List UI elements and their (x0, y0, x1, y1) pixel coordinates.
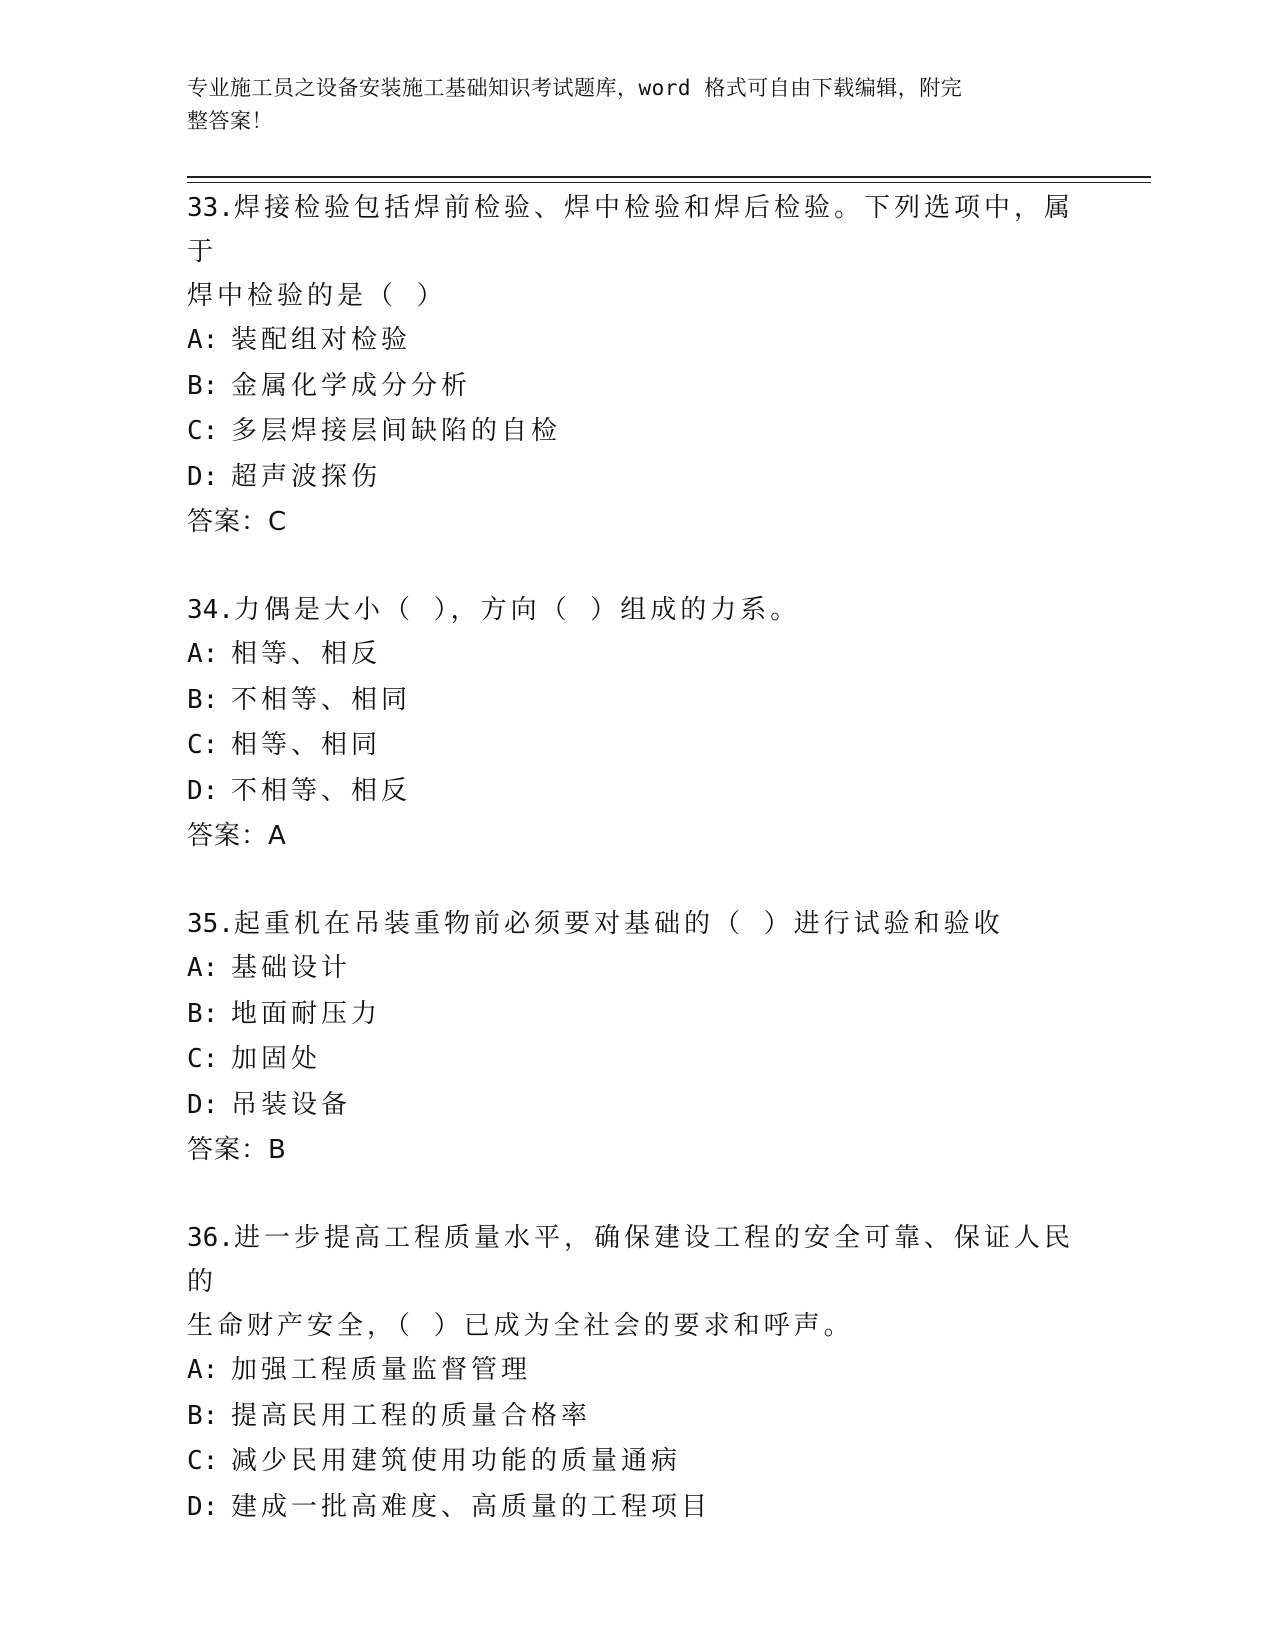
option-letter: C: (187, 1446, 219, 1476)
question-stem (187, 588, 1087, 632)
option-letter: D: (187, 775, 219, 806)
question-stem-line-1: 焊接检验包括焊前检验、焊中检验和焊后检验。下列选项中，属于 (187, 193, 1074, 267)
option-a (187, 946, 1087, 992)
option-text: 减少民用建筑使用功能的质量通病 (231, 1446, 682, 1476)
question-stem (187, 902, 1087, 946)
question-number: 33. (187, 193, 234, 223)
question-stem (187, 186, 1087, 274)
option-b (187, 1394, 1087, 1440)
option-letter: C: (187, 416, 219, 446)
option-text: 相等、相同 (231, 730, 382, 760)
option-c (187, 1037, 1087, 1083)
option-text: 不相等、相同 (231, 684, 412, 715)
option-b (187, 364, 1087, 410)
option-text: 地面耐压力 (231, 998, 382, 1029)
option-text: 吊装设备 (231, 1089, 352, 1120)
option-letter: D: (187, 1089, 219, 1120)
question-stem-line-1: 进一步提高工程质量水平，确保建设工程的安全可靠、保证人民的 (187, 1223, 1074, 1297)
option-letter: D: (187, 1491, 219, 1522)
question-spacer (187, 544, 1087, 588)
option-letter: C: (187, 1044, 219, 1074)
option-letter: A: (187, 639, 219, 669)
question-stem (187, 1216, 1087, 1304)
option-b (187, 992, 1087, 1038)
option-letter: B: (187, 684, 219, 715)
option-text: 相等、相反 (231, 639, 382, 669)
header-line-1: 专业施工员之设备安装施工基础知识考试题库，word 格式可自由下载编辑，附完 (187, 76, 963, 100)
option-letter: A: (187, 1355, 219, 1385)
question-list (187, 186, 1087, 1530)
option-c (187, 1439, 1087, 1485)
header-rule-thick (187, 176, 1151, 178)
question-stem-line-1: 力偶是大小（ ），方向（ ）组成的力系。 (233, 595, 801, 625)
header-line-2: 整答案！ (187, 109, 273, 133)
option-letter: B: (187, 370, 219, 401)
question-number: 36. (187, 1223, 234, 1253)
option-text: 装配组对检验 (231, 325, 412, 355)
option-d (187, 455, 1087, 501)
answer-line: 答案：A (187, 821, 287, 851)
option-a (187, 632, 1087, 678)
option-text: 加固处 (231, 1044, 322, 1074)
option-text: 提高民用工程的质量合格率 (231, 1400, 592, 1431)
option-text: 金属化学成分分析 (231, 370, 472, 401)
option-letter: A: (187, 953, 219, 983)
question-34 (187, 588, 1087, 858)
option-text: 基础设计 (231, 953, 352, 983)
question-stem-line-2: 生命财产安全，（ ）已成为全社会的要求和呼声。 (187, 1311, 854, 1341)
option-d (187, 769, 1087, 815)
question-35 (187, 902, 1087, 1172)
option-d (187, 1083, 1087, 1129)
option-text: 不相等、相反 (231, 775, 412, 806)
option-text: 多层焊接层间缺陷的自检 (231, 416, 562, 446)
option-letter: B: (187, 1400, 219, 1431)
option-letter: D: (187, 461, 219, 492)
option-text: 建成一批高难度、高质量的工程项目 (231, 1491, 712, 1522)
header-rule-thin (187, 182, 1151, 183)
option-a (187, 1348, 1087, 1394)
option-c (187, 723, 1087, 769)
option-a (187, 318, 1087, 364)
question-33 (187, 186, 1087, 544)
question-stem-line-1: 起重机在吊装重物前必须要对基础的（ ）进行试验和验收 (233, 909, 1004, 939)
option-b (187, 678, 1087, 724)
answer-line: 答案：B (187, 1135, 287, 1165)
question-spacer (187, 858, 1087, 902)
option-letter: C: (187, 730, 219, 760)
option-d (187, 1485, 1087, 1531)
question-stem-line-2: 焊中检验的是（ ） (187, 281, 447, 311)
option-letter: B: (187, 998, 219, 1029)
option-text: 加强工程质量监督管理 (231, 1355, 532, 1385)
document-header (187, 72, 1067, 138)
answer-line: 答案：C (187, 507, 288, 537)
option-letter: A: (187, 325, 219, 355)
question-number: 35. (187, 909, 234, 939)
question-spacer (187, 1172, 1087, 1216)
question-36 (187, 1216, 1087, 1530)
option-text: 超声波探伤 (231, 461, 382, 492)
question-number: 34. (187, 595, 234, 625)
option-c (187, 409, 1087, 455)
